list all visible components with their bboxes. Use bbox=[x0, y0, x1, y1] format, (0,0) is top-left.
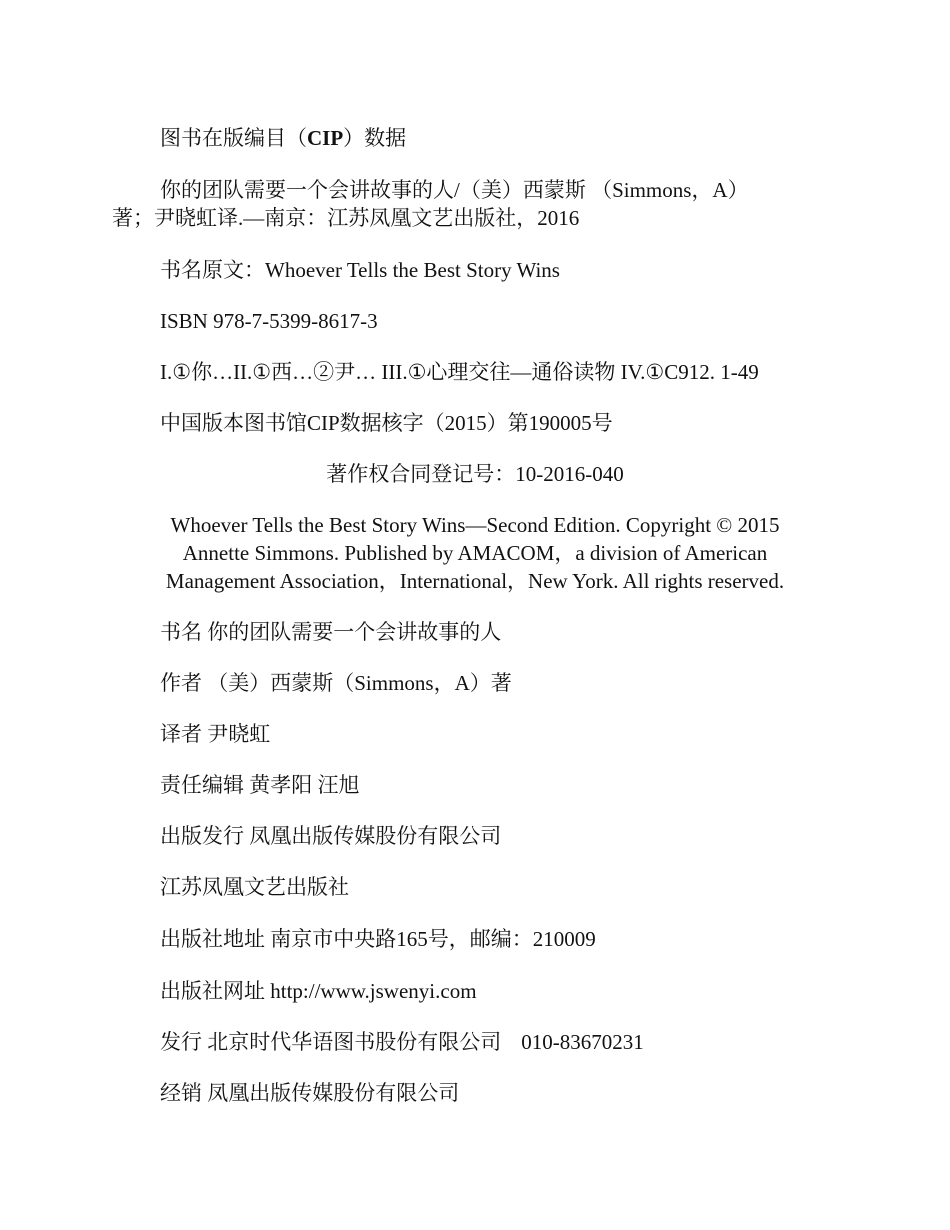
distribution bbox=[160, 1028, 644, 1056]
cip-heading-pre: 图书在版编目（ bbox=[160, 126, 307, 150]
copyright-notice-line2: Annette Simmons. Published by AMACOM，a division of American bbox=[182, 541, 768, 565]
distribution-phone: 010-83670231 bbox=[521, 1030, 644, 1054]
book-editors: 责任编辑 黄孝阳 汪旭 bbox=[160, 773, 360, 797]
cip-heading bbox=[160, 124, 406, 152]
cip-entry-line2: 著；尹晓虹译.—南京：江苏凤凰文艺出版社，2016 bbox=[112, 206, 580, 230]
book-title: 书名 你的团队需要一个会讲故事的人 bbox=[160, 620, 502, 644]
copyright-notice-line1: Whoever Tells the Best Story Wins—Second Edition. Copyright © 2015 bbox=[170, 513, 780, 537]
distribution-label: 发行 北京时代华语图书股份有限公司 bbox=[160, 1030, 502, 1054]
cip-heading-post: ）数据 bbox=[343, 126, 407, 150]
copyright-notice-line3: Management Association，International，New York. All rights reserved. bbox=[165, 569, 785, 593]
cip-heading-bold: CIP bbox=[307, 126, 344, 150]
copyright-notice bbox=[110, 511, 840, 595]
cip-entry bbox=[112, 176, 832, 232]
book-author: 作者 （美）西蒙斯（Simmons，A）著 bbox=[160, 671, 512, 695]
original-title: 书名原文：Whoever Tells the Best Story Wins bbox=[160, 258, 560, 282]
imprint: 江苏凤凰文艺出版社 bbox=[160, 875, 349, 899]
publisher-website: 出版社网址 http://www.jswenyi.com bbox=[160, 979, 477, 1003]
classification: I.①你…II.①西…②尹… III.①心理交往—通俗读物 IV.①C912. 1-49 bbox=[160, 360, 759, 384]
copyright-registration: 著作权合同登记号：10-2016-040 bbox=[326, 462, 624, 486]
cip-number: 中国版本图书馆CIP数据核字（2015）第190005号 bbox=[160, 411, 613, 435]
publisher-address: 出版社地址 南京市中央路165号，邮编：210009 bbox=[160, 927, 596, 951]
book-translator: 译者 尹晓虹 bbox=[160, 722, 271, 746]
sales: 经销 凤凰出版传媒股份有限公司 bbox=[160, 1081, 460, 1105]
publisher-distributor: 出版发行 凤凰出版传媒股份有限公司 bbox=[160, 824, 502, 848]
isbn: ISBN 978-7-5399-8617-3 bbox=[160, 309, 378, 333]
cip-entry-line1: 你的团队需要一个会讲故事的人/（美）西蒙斯 （Simmons，A） bbox=[160, 178, 749, 202]
